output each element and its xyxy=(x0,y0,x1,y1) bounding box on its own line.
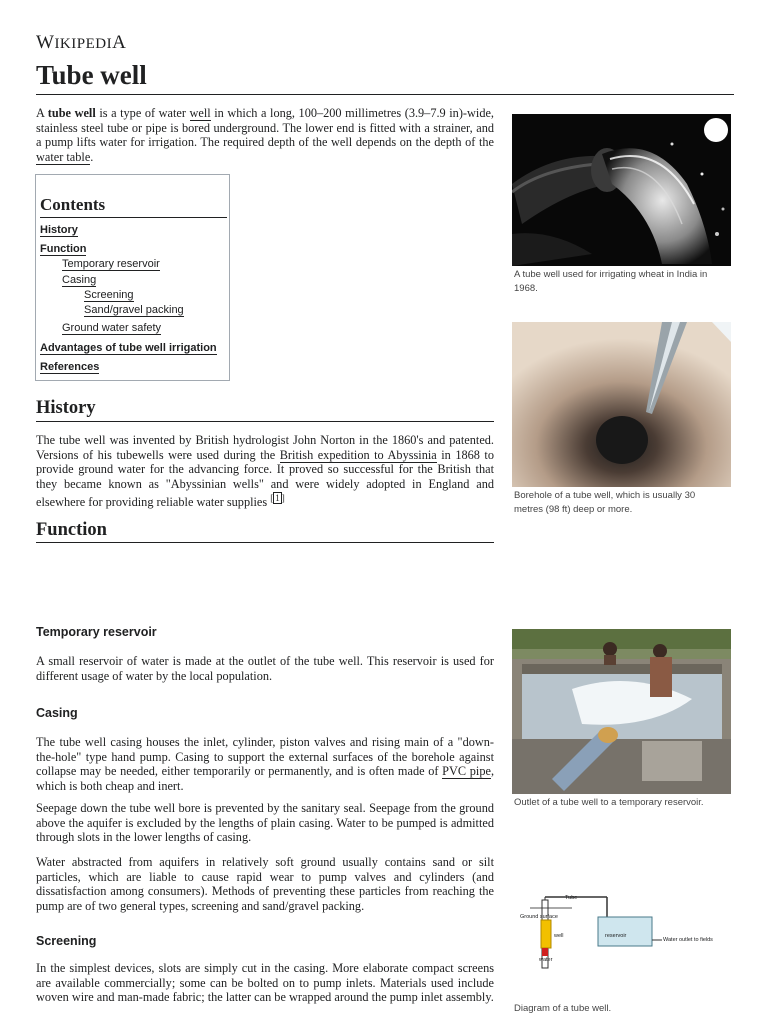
heading-casing: Casing xyxy=(36,706,78,720)
screening-paragraph: In the simplest devices, slots are simply cut in the casing. More elaborate compact screens are available commercially; some can be bolted on to pump inlets. Materials used include woven wire and man-made fabric; the latter can be wrapped around the pump inlet assembly. xyxy=(36,961,494,1005)
page-title: Tube well xyxy=(36,60,147,90)
temporary-reservoir-paragraph: A small reservoir of water is made at the outlet of the tube well. This reservoir is used for different usage of water by the local population. xyxy=(36,654,494,683)
figure-irrigation-photo[interactable] xyxy=(512,114,731,266)
casing-paragraph-3: Water abstracted from aquifers in relatively soft ground usually contains sand or silt particles, which are liable to cause rapid wear to pump valves and cylinders (and dissatisfaction among consumers). Methods of preventing these particles from reaching the pump are of two general types, screening and sand/gravel packing. xyxy=(36,855,494,913)
figure-diagram-caption: Diagram of a tube well. xyxy=(514,1003,612,1014)
heading-screening: Screening xyxy=(36,934,97,948)
casing-paragraph-2: Seepage down the tube well bore is prevented by the sanitary seal. Seepage from the ground above the aquifer is excluded by the lengths of plain casing. Water to be pumped is admitted through slots in the lower lengths of casing. xyxy=(36,801,494,845)
diagram-label-water: water xyxy=(539,957,553,963)
lead-paragraph: A tube well is a type of water well in which a long, 100–200 millimetres (3.9–7.9 in)-wide, stainless steel tube or pipe is bored underground. The lower end is fitted with a strainer, and a pump lifts water for irrigation. The required depth of the well depends on the depth of the water table. xyxy=(36,106,495,164)
table-of-contents xyxy=(35,174,230,381)
function-rule xyxy=(36,542,494,543)
toc-title: Contents xyxy=(40,195,106,214)
toc-rule xyxy=(40,217,227,218)
toc-item-casing[interactable]: Casing xyxy=(62,274,97,286)
toc-item-references[interactable]: References xyxy=(40,361,100,373)
reference-1[interactable]: [ 1 ] xyxy=(270,493,285,504)
link-well[interactable]: well xyxy=(189,106,211,120)
figure-borehole-caption: Borehole of a tube well, which is usually 30 metres (98 ft) deep or more. xyxy=(514,490,696,515)
history-rule xyxy=(36,421,494,422)
toc-item-ground-water-safety[interactable]: Ground water safety xyxy=(62,322,162,334)
heading-temporary-reservoir: Temporary reservoir xyxy=(36,625,157,639)
wordmark-middle: IKIPEDI xyxy=(54,36,113,52)
link-british-expedition[interactable]: British expedition to Abyssinia xyxy=(279,447,437,462)
figure-irrigation-caption: A tube well used for irrigating wheat in India in 1968. xyxy=(514,269,708,294)
toc-item-temporary-reservoir[interactable]: Temporary reservoir xyxy=(62,258,160,270)
figure-tube-well-diagram[interactable] xyxy=(512,880,731,980)
title-rule xyxy=(36,94,734,95)
bold-term: tube well xyxy=(47,106,96,120)
wordmark-final: A xyxy=(112,32,127,53)
diagram-label-tube: Tube xyxy=(565,895,578,901)
diagram-label-outlet: Water outlet to fields xyxy=(663,937,713,943)
wordmark-initial: W xyxy=(36,32,55,53)
figure-reservoir-photo[interactable] xyxy=(512,629,731,794)
figure-reservoir-caption: Outlet of a tube well to a temporary reservoir. xyxy=(514,797,704,808)
toc-item-advantages[interactable]: Advantages of tube well irrigation xyxy=(40,342,217,354)
diagram-label-ground-surface: Ground surface xyxy=(520,914,558,920)
link-water-table[interactable]: water table xyxy=(36,149,91,164)
wikipedia-wordmark[interactable] xyxy=(36,32,126,54)
toc-item-history[interactable]: History xyxy=(40,224,78,236)
figure-borehole-photo[interactable] xyxy=(512,322,731,487)
diagram-label-reservoir: reservoir xyxy=(605,933,627,939)
heading-function: Function xyxy=(36,520,107,540)
toc-item-function[interactable]: Function xyxy=(40,243,87,255)
casing-paragraph-1: The tube well casing houses the inlet, cylinder, piston valves and rising main of a "down-the-hole" type hand pump. Casing to support the external surfaces of the borehole against collapse may be needed, either temporarily or permanently, and is often made of PVC pipe, which is both cheap and inert. xyxy=(36,735,495,793)
toc-item-screening[interactable]: Screening xyxy=(84,289,134,301)
toc-item-sand-gravel-packing[interactable]: Sand/gravel packing xyxy=(84,304,184,316)
history-paragraph: The tube well was invented by British hydrologist John Norton in the 1860's and patented. Versions of his tubewells were used during the British expedition to Abyssinia in 1868 to provide ground water for the advancing force. It proved so successful for the British that they became known as "Abyssinian wells" and were widely adopted in England and elsewhere for providing reliable water supplies [ 1 ] xyxy=(36,433,494,510)
heading-history: History xyxy=(36,398,96,418)
diagram-label-well: well xyxy=(554,933,564,939)
link-pvc-pipe[interactable]: PVC pipe xyxy=(442,764,491,779)
